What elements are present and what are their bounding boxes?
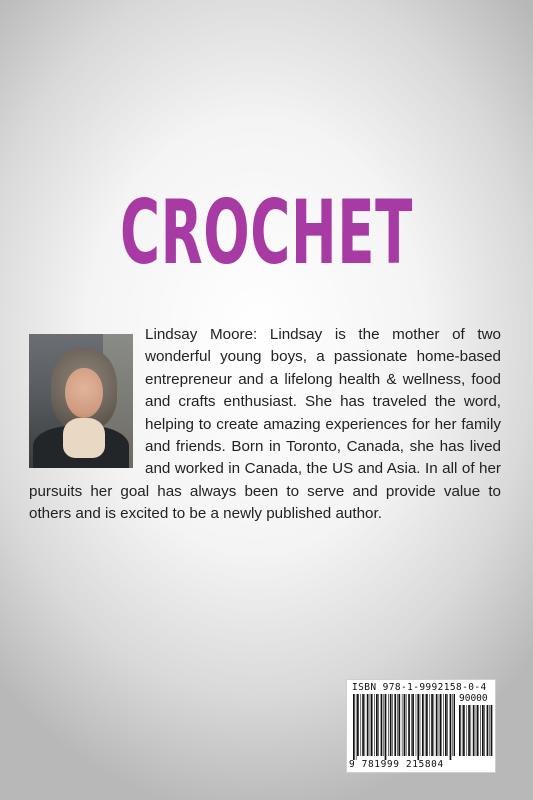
barcode-bar	[484, 705, 485, 756]
barcode-bar	[365, 694, 366, 756]
barcode-bar	[468, 705, 470, 756]
author-photo	[29, 334, 133, 468]
barcode-bar	[392, 694, 393, 756]
barcode-bar	[476, 705, 477, 756]
barcode-bar	[356, 694, 357, 760]
barcode-bar	[429, 694, 430, 756]
barcode-bar	[482, 705, 484, 756]
barcode-bar	[402, 694, 403, 756]
barcode-bar	[388, 694, 389, 756]
barcode-bar	[412, 694, 414, 756]
ean-digits: 9 781999 215804	[349, 759, 444, 770]
barcode-bar	[452, 694, 453, 756]
price-code: 90000	[459, 693, 488, 704]
photo-scarf	[63, 418, 105, 458]
author-bio	[29, 324, 501, 526]
barcode-bar	[440, 694, 442, 756]
barcode-bar	[459, 705, 461, 756]
barcode-bar	[353, 694, 355, 760]
barcode-bar	[434, 694, 435, 756]
barcode-bar	[417, 694, 419, 760]
barcode-bar	[477, 705, 479, 756]
barcode-bar	[404, 694, 406, 756]
photo-face	[65, 368, 103, 418]
barcode-bar	[383, 694, 384, 756]
barcode-addon-bars	[459, 705, 493, 760]
barcode-bar	[489, 705, 490, 756]
author-bio-text: Lindsay Moore: Lindsay is the mother of two wonderful young boys, a passionate home-based entrepreneur and a lifelong health & wellness, food and crafts enthusiast. She has traveled the word, helping to create amazing experiences for her family and friends. Born in Toronto, Canada, she has lived and worked in Canada, the US and Asia. In all of her pursuits her goal has always been to serve and provide value to others and is excited to be a newly published author.	[29, 326, 501, 523]
book-title: CROCHET	[120, 181, 413, 284]
barcode-bar	[397, 694, 398, 756]
barcode-bar	[491, 705, 493, 756]
barcode-bar	[370, 694, 371, 756]
barcode-bar	[431, 694, 433, 756]
barcode-bar	[487, 705, 489, 756]
barcode-bar	[462, 705, 463, 756]
isbn-barcode	[346, 679, 496, 773]
barcode-bar	[394, 694, 396, 756]
barcode-bar	[439, 694, 440, 756]
barcode-bar	[367, 694, 369, 756]
barcode-bar	[408, 694, 410, 756]
barcode-bar	[473, 705, 475, 756]
barcode-bar	[425, 694, 426, 756]
barcode-bar	[398, 694, 400, 756]
barcode-bar	[385, 694, 387, 760]
barcode-bar	[480, 705, 481, 756]
barcode-bar	[420, 694, 421, 756]
barcode-bar	[357, 694, 359, 756]
barcode-bar	[371, 694, 373, 756]
barcode-bar	[443, 694, 444, 756]
barcode-bar	[466, 705, 467, 756]
barcode-bar	[426, 694, 428, 756]
barcode-bar	[471, 705, 472, 756]
barcode-bars	[353, 694, 455, 760]
barcode-bar	[411, 694, 412, 756]
barcode-bar	[463, 705, 465, 756]
barcode-bar	[416, 694, 417, 756]
barcode-bar	[362, 694, 364, 756]
barcode-bar	[381, 694, 383, 756]
isbn-label: ISBN 978-1-9992158-0-4	[352, 682, 487, 693]
barcode-bar	[454, 694, 455, 756]
barcode-bar	[406, 694, 407, 756]
barcode-bar	[376, 694, 378, 756]
barcode-bar	[447, 694, 448, 756]
barcode-bar	[422, 694, 424, 756]
barcode-bar	[450, 694, 452, 760]
barcode-bar	[445, 694, 447, 756]
barcode-bar	[390, 694, 392, 756]
barcode-bar	[374, 694, 375, 756]
barcode-bar	[436, 694, 438, 756]
barcode-bar	[360, 694, 361, 756]
barcode-bar	[378, 694, 379, 756]
